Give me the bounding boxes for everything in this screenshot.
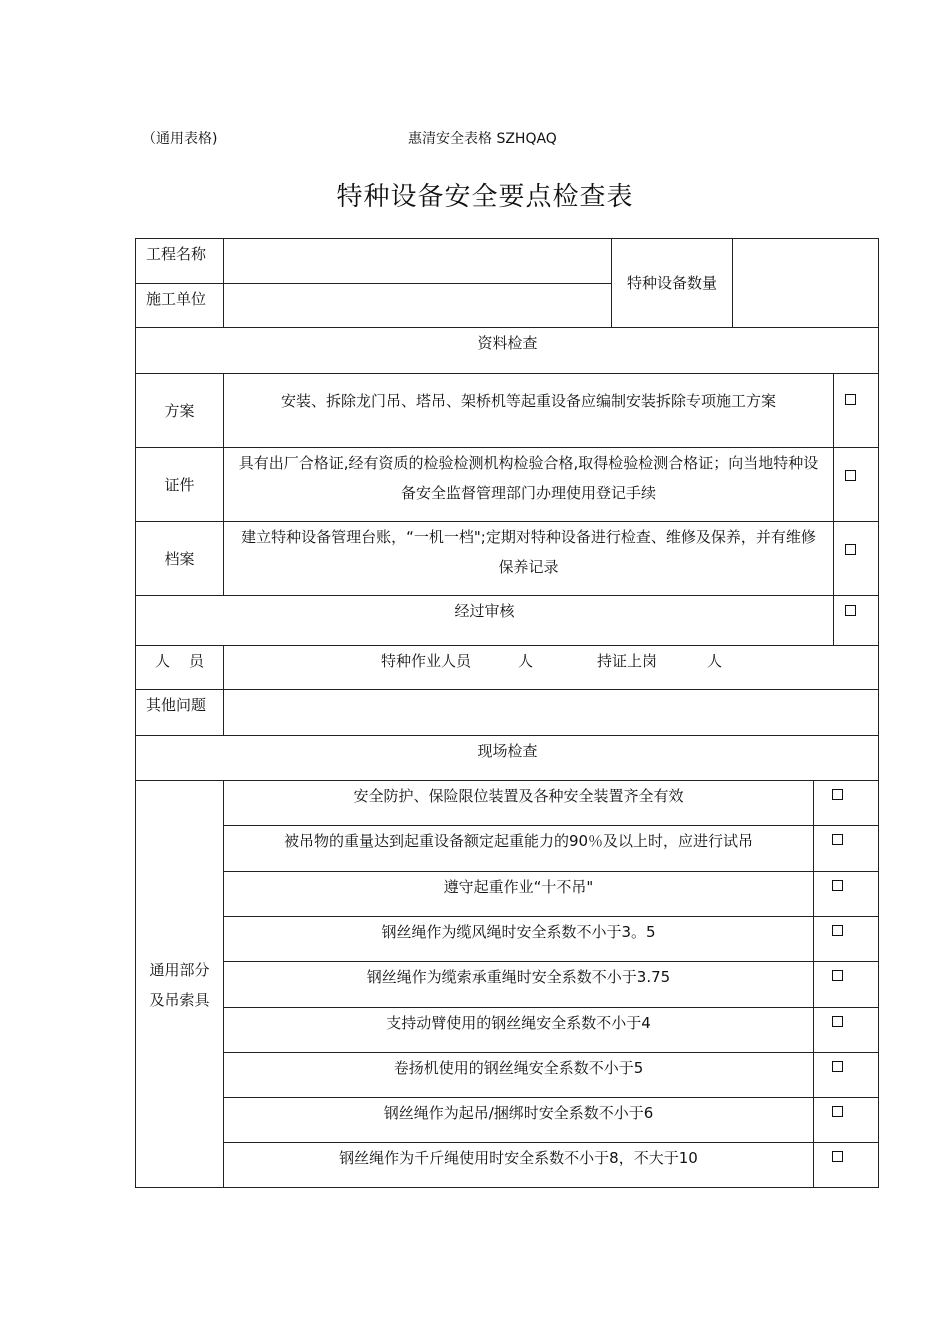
site-item-checkbox-cell: [813, 780, 879, 825]
site-item-text-content: 卷扬机使用的钢丝绳安全系数不小于5: [393, 1059, 644, 1077]
site-item-text: [223, 916, 813, 961]
site-item-text-content: 支持动臂使用的钢丝绳安全系数不小于4: [386, 1014, 651, 1032]
equipment-count-label-text: 特种设备数量: [626, 274, 717, 292]
site-item-text-content: 钢丝绳作为千斤绳使用时安全系数不小于8，不大于10: [339, 1149, 698, 1167]
site-item-checkbox-cell: [813, 1007, 879, 1052]
site-item-text: [223, 1007, 813, 1052]
form-code-label: 惠清安全表格 SZHQAQ: [408, 131, 557, 147]
personnel-label-text: 人 员: [154, 652, 205, 670]
site-item-checkbox-cell: [813, 916, 879, 961]
docs-row-text: [223, 521, 833, 595]
docs-row-label-text: 方案: [164, 401, 195, 420]
review-row-text: 经过审核: [454, 602, 515, 620]
site-group-label-text: 通用部分及吊索具: [149, 960, 210, 1009]
site-item-text-content: 钢丝绳作为缆风绳时安全系数不小于3。5: [381, 923, 656, 941]
docs-row-text: [223, 373, 833, 447]
certified-unit: 人: [707, 652, 723, 670]
site-group-label: [135, 780, 223, 1188]
site-item-text-content: 钢丝绳作为起吊/捆绑时安全系数不小于6: [383, 1104, 654, 1122]
docs-row-checkbox-cell: [833, 447, 879, 521]
checkbox[interactable]: [832, 834, 843, 845]
site-item-text: [223, 961, 813, 1007]
checkbox[interactable]: [832, 1016, 843, 1027]
special-workers-label: 特种作业人员: [381, 652, 472, 670]
checkbox[interactable]: [845, 605, 856, 616]
site-item-text: [223, 1052, 813, 1097]
site-section-heading: [135, 735, 879, 780]
docs-section-heading-text: 资料检查: [477, 334, 538, 352]
docs-row-text-content: 建立特种设备管理台账，“一机一档";定期对特种设备进行检查、维修及保养，并有维修保养记录: [241, 528, 816, 576]
site-section-heading-text: 现场检查: [477, 742, 538, 760]
site-item-text-content: 被吊物的重量达到起重设备额定起重能力的90％及以上时，应进行试吊: [283, 832, 754, 850]
site-item-text-content: 钢丝绳作为缆索承重绳时安全系数不小于3.75: [366, 968, 671, 986]
site-item-text: [223, 1097, 813, 1142]
checkbox[interactable]: [832, 1106, 843, 1117]
docs-row-text-content: 安装、拆除龙门吊、塔吊、架桥机等起重设备应编制安装拆除专项施工方案: [280, 392, 776, 410]
checkbox[interactable]: [845, 394, 856, 405]
site-item-text: [223, 825, 813, 871]
docs-row-checkbox-cell: [833, 521, 879, 595]
other-issues-label-text: 其他问题: [146, 696, 207, 714]
checkbox[interactable]: [832, 925, 843, 936]
site-item-text: [223, 780, 813, 825]
checkbox[interactable]: [832, 880, 843, 891]
site-item-checkbox-cell: [813, 1142, 879, 1188]
personnel-field[interactable]: [223, 645, 879, 689]
docs-row-label-text: 档案: [164, 549, 195, 568]
review-row: [135, 595, 833, 645]
construction-unit-label-text: 施工单位: [146, 290, 207, 308]
certified-label: 持证上岗: [597, 652, 658, 670]
checkbox[interactable]: [832, 789, 843, 800]
project-name-field[interactable]: [223, 238, 611, 283]
checkbox[interactable]: [832, 1061, 843, 1072]
review-checkbox-cell: [833, 595, 879, 645]
docs-row-label: [135, 373, 223, 447]
site-item-checkbox-cell: [813, 1097, 879, 1142]
page-title: 特种设备安全要点检查表: [336, 182, 634, 212]
other-issues-label: [135, 689, 223, 735]
docs-row-label: [135, 447, 223, 521]
construction-unit-label: [135, 283, 223, 327]
site-item-text: [223, 871, 813, 916]
special-workers-unit: 人: [518, 652, 534, 670]
equipment-count-label: [611, 238, 732, 327]
project-name-label-text: 工程名称: [146, 245, 207, 263]
form-type-label: （通用表格): [142, 131, 218, 147]
construction-unit-field[interactable]: [223, 283, 611, 327]
other-issues-field[interactable]: [223, 689, 879, 735]
checkbox[interactable]: [832, 1151, 843, 1162]
site-item-text-content: 安全防护、保险限位装置及各种安全装置齐全有效: [353, 787, 684, 805]
site-item-text: [223, 1142, 813, 1188]
docs-row-label: [135, 521, 223, 595]
site-item-checkbox-cell: [813, 961, 879, 1007]
site-item-checkbox-cell: [813, 825, 879, 871]
equipment-count-field[interactable]: [732, 238, 879, 327]
site-item-checkbox-cell: [813, 1052, 879, 1097]
checkbox[interactable]: [845, 470, 856, 481]
site-item-checkbox-cell: [813, 871, 879, 916]
docs-row-checkbox-cell: [833, 373, 879, 447]
docs-section-heading: [135, 327, 879, 373]
checkbox[interactable]: [845, 544, 856, 555]
docs-row-text: [223, 447, 833, 521]
checkbox[interactable]: [832, 970, 843, 981]
project-name-label: [135, 238, 223, 283]
personnel-label: [135, 645, 223, 689]
docs-row-label-text: 证件: [164, 475, 195, 494]
site-item-text-content: 遵守起重作业“十不吊": [443, 878, 594, 896]
docs-row-text-content: 具有出厂合格证,经有资质的检验检测机构检验合格,取得检验检测合格证；向当地特种设备安全监督管理部门办理使用登记手续: [238, 454, 819, 502]
